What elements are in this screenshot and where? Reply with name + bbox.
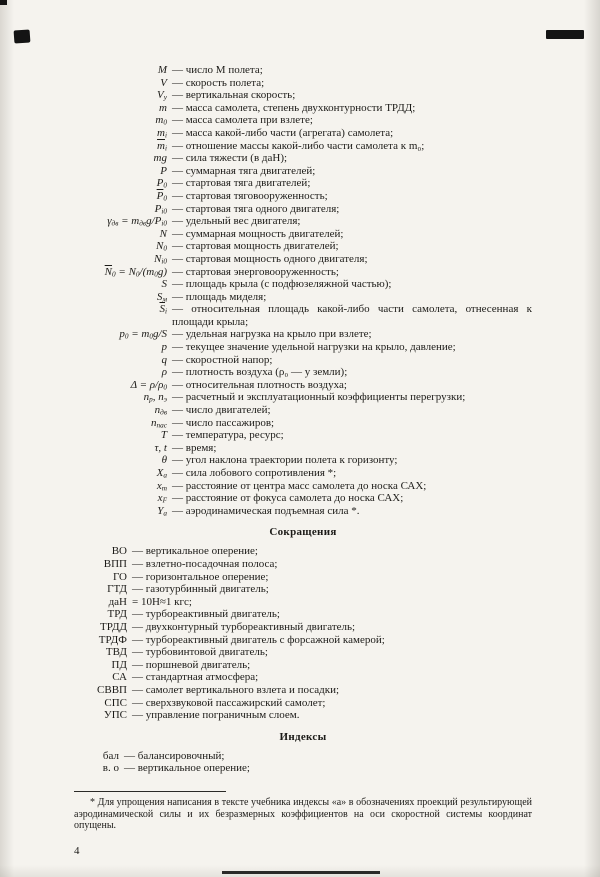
list-item bbox=[74, 467, 532, 480]
description: — стартовая мощность одного двигателя; bbox=[172, 252, 368, 265]
description: — сила тяжести (в даН); bbox=[172, 152, 288, 165]
list-item bbox=[74, 102, 532, 115]
symbol: p bbox=[161, 341, 167, 354]
description: — удельная нагрузка на крыло при взлете; bbox=[172, 328, 372, 341]
description: — масса самолета при взлете; bbox=[172, 114, 313, 127]
symbol: ТРД bbox=[107, 608, 127, 621]
symbol: $m_i$ bbox=[157, 126, 167, 140]
abbreviations-heading: Сокращения bbox=[269, 526, 337, 539]
description: — турбореактивный двигатель с форсажной камерой; bbox=[132, 633, 385, 646]
description: — удельный вес двигателя; bbox=[172, 215, 301, 228]
notation-list bbox=[74, 64, 532, 517]
symbol: $\gamma_{дв} = m_{дв}g/P_{i0}$ bbox=[107, 215, 167, 228]
description: — скоростной напор; bbox=[172, 353, 273, 366]
list-item bbox=[74, 341, 532, 354]
description: — взлетно-посадочная полоса; bbox=[132, 557, 278, 570]
symbol: m bbox=[159, 101, 167, 114]
symbol: ГТД bbox=[107, 583, 127, 596]
description: — время; bbox=[172, 441, 217, 454]
symbol: ВО bbox=[111, 545, 127, 558]
symbol: $n_р$, $n_э$ bbox=[143, 391, 167, 405]
scan-artifact-top-left bbox=[14, 29, 31, 43]
list-item bbox=[74, 165, 532, 178]
page-number: 4 bbox=[74, 844, 80, 857]
symbol: τ, t bbox=[154, 441, 167, 454]
description: — стартовая энерговооруженность; bbox=[172, 265, 339, 278]
symbol: $S_м$ bbox=[156, 290, 167, 304]
list-item bbox=[74, 291, 532, 304]
symbol: $\overline{N}_0 = N_0/(m_0g)$ bbox=[104, 265, 167, 279]
list-item bbox=[74, 391, 532, 404]
list-item bbox=[74, 417, 532, 430]
description: — сверхзвуковой пассажирский самолет; bbox=[132, 696, 326, 709]
list-item bbox=[74, 228, 532, 241]
list-item bbox=[74, 762, 532, 775]
description: — стартовая тяговооруженность; bbox=[172, 189, 328, 202]
description: — сила лобового сопротивления *; bbox=[172, 467, 337, 479]
description: — вертикальное оперение; bbox=[124, 762, 250, 775]
description: — площадь крыла (с подфюзеляжной частью); bbox=[172, 278, 392, 291]
symbol: даН bbox=[108, 595, 127, 608]
list-item bbox=[74, 266, 532, 279]
symbol: $p_0 = m_0g/S$ bbox=[119, 328, 167, 342]
description: — расчетный и эксплуатационный коэффициенты перегрузки; bbox=[172, 391, 466, 404]
symbol: СА bbox=[112, 671, 127, 684]
description: — суммарная тяга двигателей; bbox=[172, 164, 316, 177]
symbol: M bbox=[157, 64, 167, 76]
list-item bbox=[74, 442, 532, 455]
symbol: $n_{пас}$ bbox=[151, 416, 167, 430]
abbreviations-list bbox=[74, 545, 532, 721]
symbol: ТРДД bbox=[99, 620, 127, 633]
indices-list bbox=[74, 750, 532, 775]
description: — расстояние от центра масс самолета до носка САХ; bbox=[172, 479, 427, 492]
description: — турбовинтовой двигатель; bbox=[132, 646, 268, 659]
list-item bbox=[74, 127, 532, 140]
description: — горизонтальное оперение; bbox=[132, 570, 269, 583]
description: — стартовая мощность двигателей; bbox=[172, 240, 339, 253]
list-item bbox=[74, 114, 532, 127]
description: — турбореактивный двигатель; bbox=[132, 608, 280, 621]
description: — плотность воздуха (ρ₀ — у земли); bbox=[172, 366, 348, 379]
description: — скорость полета; bbox=[172, 76, 265, 89]
description: — относительная плотность воздуха; bbox=[172, 378, 347, 391]
symbol: $N_0$ bbox=[156, 240, 167, 253]
list-item bbox=[74, 379, 532, 392]
list-item bbox=[74, 621, 532, 634]
symbol: $P_{i0}$ bbox=[154, 202, 167, 216]
description: — расстояние от фокуса самолета до носка САХ; bbox=[172, 492, 404, 505]
description: — число двигателей; bbox=[172, 404, 271, 417]
description: — отношение массы какой-либо части самолета к m₀; bbox=[172, 139, 425, 152]
symbol: θ bbox=[161, 454, 167, 467]
list-item bbox=[74, 190, 532, 203]
description: — стандартная атмосфера; bbox=[132, 671, 259, 684]
symbol: $\overline{S}_i$ bbox=[159, 303, 167, 316]
list-item bbox=[74, 366, 532, 379]
scan-artifact-corner bbox=[0, 0, 7, 5]
symbol: T bbox=[160, 429, 167, 442]
list-item bbox=[74, 505, 532, 518]
list-item bbox=[74, 278, 532, 291]
list-item bbox=[74, 646, 532, 659]
list-item bbox=[74, 328, 532, 341]
symbol: $P_0$ bbox=[156, 177, 167, 190]
list-item bbox=[74, 659, 532, 672]
list-item bbox=[74, 454, 532, 467]
symbol: $V_y$ bbox=[157, 89, 167, 102]
list-item bbox=[74, 608, 532, 621]
list-item bbox=[74, 571, 532, 584]
symbol: в. о bbox=[102, 762, 119, 775]
list-item bbox=[74, 634, 532, 647]
description: — масса какой-либо части (агрегата) самолета; bbox=[172, 126, 394, 139]
description: — относительная площадь какой-либо части самолета, отнесенная к площади крыла; bbox=[172, 303, 532, 328]
description: — текущее значение удельной нагрузки на крыло, давление; bbox=[172, 341, 456, 354]
symbol: ВПП bbox=[103, 557, 127, 570]
list-item bbox=[74, 354, 532, 367]
list-item bbox=[74, 215, 532, 228]
symbol: $m_0$ bbox=[155, 114, 167, 127]
description: = 10Н≈1 кгс; bbox=[132, 595, 192, 608]
description: — вертикальное оперение; bbox=[132, 545, 258, 558]
list-item bbox=[74, 77, 532, 90]
description: — число пассажиров; bbox=[172, 416, 275, 429]
symbol: ТРДФ bbox=[98, 633, 127, 646]
list-item bbox=[74, 583, 532, 596]
description: — стартовая тяга одного двигателя; bbox=[172, 202, 340, 215]
description: — вертикальная скорость; bbox=[172, 89, 296, 102]
description: — балансировочный; bbox=[124, 749, 225, 762]
indices-heading: Индексы bbox=[279, 730, 327, 743]
symbol: S bbox=[161, 278, 167, 291]
list-item bbox=[74, 492, 532, 505]
symbol: УПС bbox=[103, 709, 127, 722]
description: — угол наклона траектории полета к горизонту; bbox=[172, 454, 398, 467]
list-item bbox=[74, 545, 532, 558]
scan-artifact-top-right bbox=[546, 30, 584, 39]
list-item bbox=[74, 697, 532, 710]
symbol: P bbox=[160, 164, 167, 177]
description: — двухконтурный турбореактивный двигатель; bbox=[132, 620, 356, 633]
description: — поршневой двигатель; bbox=[132, 658, 251, 671]
symbol: $x_т$ bbox=[156, 479, 167, 493]
footnote: * Для упрощения написания в тексте учебника индексы «а» в обозначениях проекций результирующей аэродинамической силы и их безразмерных коэффициентов на оси скоростной системы координат опущены. bbox=[74, 796, 532, 832]
list-item bbox=[74, 480, 532, 493]
list-item bbox=[74, 152, 532, 165]
symbol: q bbox=[161, 353, 167, 366]
symbol: ГО bbox=[112, 570, 127, 583]
description: — газотурбинный двигатель; bbox=[132, 583, 269, 596]
symbol: N bbox=[159, 227, 167, 240]
list-item bbox=[74, 429, 532, 442]
list-item bbox=[74, 303, 532, 328]
list-item bbox=[74, 253, 532, 266]
symbol: $n_{дв}$ bbox=[154, 404, 167, 417]
footnote-divider bbox=[74, 791, 226, 792]
list-item bbox=[74, 404, 532, 417]
symbol: бал bbox=[102, 749, 119, 762]
list-item bbox=[74, 203, 532, 216]
description: — суммарная мощность двигателей; bbox=[172, 227, 344, 240]
list-item bbox=[74, 64, 532, 77]
list-item bbox=[74, 558, 532, 571]
list-item bbox=[74, 177, 532, 190]
list-item bbox=[74, 750, 532, 763]
symbol: $N_{i0}$ bbox=[154, 252, 167, 266]
description: — самолет вертикального взлета и посадки; bbox=[132, 683, 340, 696]
symbol: СПС bbox=[104, 696, 127, 709]
description: — площадь миделя; bbox=[172, 290, 267, 303]
description: — стартовая тяга двигателей; bbox=[172, 177, 311, 190]
list-item bbox=[74, 596, 532, 609]
description: — число M полета; bbox=[172, 64, 263, 76]
list-item bbox=[74, 140, 532, 153]
scan-artifact-bottom bbox=[222, 871, 380, 874]
symbol: $x_F$ bbox=[157, 492, 167, 505]
symbol: ρ bbox=[161, 366, 167, 379]
symbol: mg bbox=[153, 152, 167, 165]
list-item bbox=[74, 671, 532, 684]
description: — масса самолета, степень двухконтурности ТРДД; bbox=[172, 101, 416, 114]
list-item bbox=[74, 240, 532, 253]
list-item bbox=[74, 684, 532, 697]
symbol: ТВД bbox=[105, 646, 127, 659]
symbol: V bbox=[160, 76, 167, 89]
page-content bbox=[74, 64, 532, 857]
description: — аэродинамическая подъемная сила *. bbox=[172, 504, 360, 517]
list-item bbox=[74, 709, 532, 722]
description: — температура, ресурс; bbox=[172, 429, 284, 442]
symbol: $Y_а$ bbox=[157, 504, 167, 518]
symbol: $\overline{P}_0$ bbox=[156, 189, 167, 203]
symbol: $\Delta = \rho/\rho_0$ bbox=[130, 378, 167, 392]
symbol: СВВП bbox=[97, 683, 127, 696]
list-item bbox=[74, 89, 532, 102]
symbol: $\overline{m}_i$ bbox=[157, 139, 167, 153]
description: — управление пограничным слоем. bbox=[132, 709, 300, 722]
symbol: ПД bbox=[111, 658, 127, 671]
symbol: $X_а$ bbox=[156, 467, 167, 480]
